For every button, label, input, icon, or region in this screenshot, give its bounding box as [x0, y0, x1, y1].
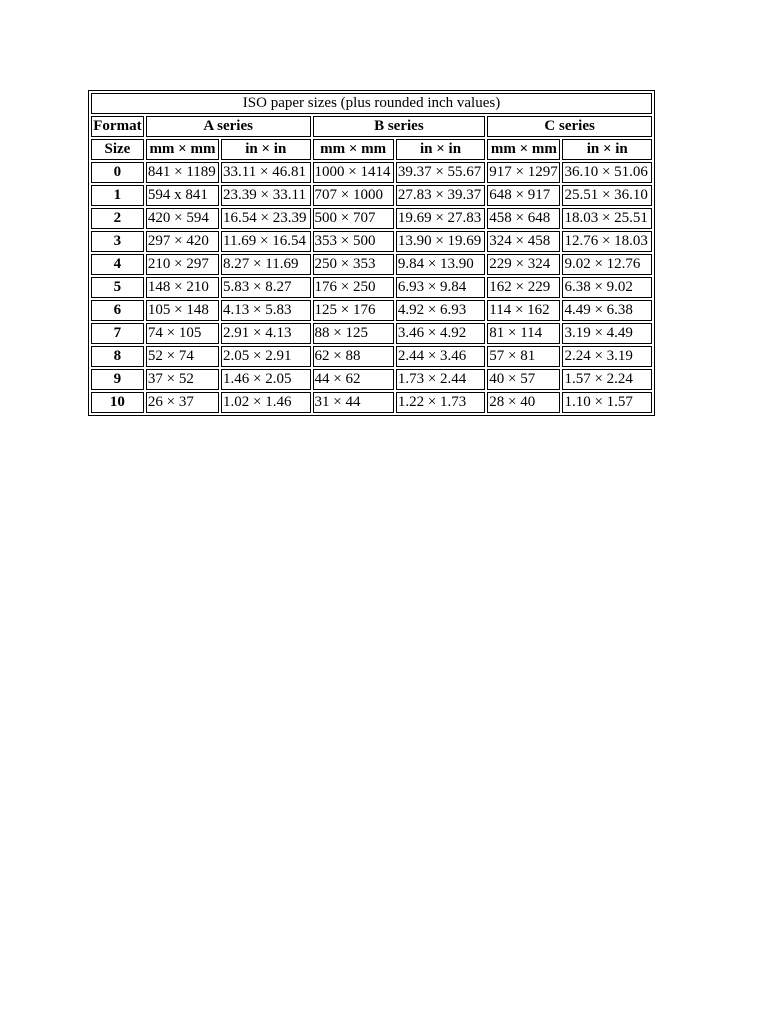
c-in-cell: 3.19 × 4.49: [562, 323, 652, 344]
a-mm-cell: 297 × 420: [146, 231, 219, 252]
table-row: [91, 346, 652, 367]
table-row: [91, 162, 652, 183]
b-mm-cell: 88 × 125: [313, 323, 394, 344]
a-in-cell: 16.54 × 23.39: [221, 208, 310, 229]
b-mm-cell: 125 × 176: [313, 300, 394, 321]
table-row: [91, 300, 652, 321]
a-in-cell: 2.91 × 4.13: [221, 323, 310, 344]
c-mm-cell: 648 × 917: [487, 185, 560, 206]
a-mm-cell: 26 × 37: [146, 392, 219, 413]
b-mm-cell: 707 × 1000: [313, 185, 394, 206]
b-in-header: in × in: [396, 139, 485, 160]
b-mm-cell: 500 × 707: [313, 208, 394, 229]
size-cell: 10: [91, 392, 144, 413]
c-mm-cell: 28 × 40: [487, 392, 560, 413]
a-in-cell: 5.83 × 8.27: [221, 277, 310, 298]
table-row: [91, 369, 652, 390]
a-in-cell: 2.05 × 2.91: [221, 346, 310, 367]
b-mm-cell: 250 × 353: [313, 254, 394, 275]
a-in-cell: 8.27 × 11.69: [221, 254, 310, 275]
table-row: [91, 323, 652, 344]
size-cell: 4: [91, 254, 144, 275]
a-in-cell: 1.46 × 2.05: [221, 369, 310, 390]
c-in-header: in × in: [562, 139, 652, 160]
size-cell: 8: [91, 346, 144, 367]
c-mm-cell: 81 × 114: [487, 323, 560, 344]
c-in-cell: 6.38 × 9.02: [562, 277, 652, 298]
table-caption: ISO paper sizes (plus rounded inch values): [91, 93, 652, 114]
iso-paper-sizes-table-container: [88, 90, 655, 416]
c-mm-cell: 229 × 324: [487, 254, 560, 275]
size-cell: 1: [91, 185, 144, 206]
b-in-cell: 3.46 × 4.92: [396, 323, 485, 344]
c-in-cell: 9.02 × 12.76: [562, 254, 652, 275]
b-mm-cell: 1000 × 1414: [313, 162, 394, 183]
c-series-header: C series: [487, 116, 652, 137]
table-body: [91, 162, 652, 413]
b-in-cell: 4.92 × 6.93: [396, 300, 485, 321]
a-mm-cell: 37 × 52: [146, 369, 219, 390]
a-mm-cell: 841 × 1189: [146, 162, 219, 183]
size-header: Size: [91, 139, 144, 160]
size-cell: 3: [91, 231, 144, 252]
b-mm-cell: 31 × 44: [313, 392, 394, 413]
b-in-cell: 19.69 × 27.83: [396, 208, 485, 229]
table-row: [91, 392, 652, 413]
c-mm-cell: 324 × 458: [487, 231, 560, 252]
format-header: Format: [91, 116, 144, 137]
a-in-cell: 23.39 × 33.11: [221, 185, 310, 206]
c-in-cell: 18.03 × 25.51: [562, 208, 652, 229]
c-in-cell: 4.49 × 6.38: [562, 300, 652, 321]
a-in-cell: 1.02 × 1.46: [221, 392, 310, 413]
a-mm-cell: 74 × 105: [146, 323, 219, 344]
size-cell: 0: [91, 162, 144, 183]
a-mm-header: mm × mm: [146, 139, 219, 160]
caption-row: [91, 93, 652, 114]
c-in-cell: 36.10 × 51.06: [562, 162, 652, 183]
a-mm-cell: 52 × 74: [146, 346, 219, 367]
b-in-cell: 13.90 × 19.69: [396, 231, 485, 252]
b-mm-cell: 44 × 62: [313, 369, 394, 390]
b-in-cell: 1.22 × 1.73: [396, 392, 485, 413]
c-mm-cell: 162 × 229: [487, 277, 560, 298]
a-in-cell: 4.13 × 5.83: [221, 300, 310, 321]
c-in-cell: 12.76 × 18.03: [562, 231, 652, 252]
table-row: [91, 277, 652, 298]
table-row: [91, 254, 652, 275]
a-mm-cell: 148 × 210: [146, 277, 219, 298]
b-mm-cell: 353 × 500: [313, 231, 394, 252]
c-mm-header: mm × mm: [487, 139, 560, 160]
c-mm-cell: 917 × 1297: [487, 162, 560, 183]
b-in-cell: 39.37 × 55.67: [396, 162, 485, 183]
b-in-cell: 27.83 × 39.37: [396, 185, 485, 206]
b-mm-cell: 176 × 250: [313, 277, 394, 298]
size-cell: 6: [91, 300, 144, 321]
c-in-cell: 1.10 × 1.57: [562, 392, 652, 413]
a-mm-cell: 210 × 297: [146, 254, 219, 275]
series-header-row: [91, 116, 652, 137]
iso-paper-sizes-table: [88, 90, 655, 416]
size-cell: 7: [91, 323, 144, 344]
b-in-cell: 1.73 × 2.44: [396, 369, 485, 390]
b-mm-header: mm × mm: [313, 139, 394, 160]
c-mm-cell: 40 × 57: [487, 369, 560, 390]
size-cell: 9: [91, 369, 144, 390]
table-row: [91, 208, 652, 229]
unit-header-row: [91, 139, 652, 160]
c-in-cell: 2.24 × 3.19: [562, 346, 652, 367]
table-row: [91, 231, 652, 252]
size-cell: 2: [91, 208, 144, 229]
a-in-header: in × in: [221, 139, 310, 160]
a-mm-cell: 420 × 594: [146, 208, 219, 229]
c-in-cell: 25.51 × 36.10: [562, 185, 652, 206]
a-in-cell: 11.69 × 16.54: [221, 231, 310, 252]
size-cell: 5: [91, 277, 144, 298]
a-in-cell: 33.11 × 46.81: [221, 162, 310, 183]
a-mm-cell: 105 × 148: [146, 300, 219, 321]
c-mm-cell: 57 × 81: [487, 346, 560, 367]
c-mm-cell: 458 × 648: [487, 208, 560, 229]
b-in-cell: 6.93 × 9.84: [396, 277, 485, 298]
b-in-cell: 9.84 × 13.90: [396, 254, 485, 275]
a-series-header: A series: [146, 116, 311, 137]
c-mm-cell: 114 × 162: [487, 300, 560, 321]
table-row: [91, 185, 652, 206]
c-in-cell: 1.57 × 2.24: [562, 369, 652, 390]
a-mm-cell: 594 x 841: [146, 185, 219, 206]
b-series-header: B series: [313, 116, 486, 137]
b-in-cell: 2.44 × 3.46: [396, 346, 485, 367]
b-mm-cell: 62 × 88: [313, 346, 394, 367]
